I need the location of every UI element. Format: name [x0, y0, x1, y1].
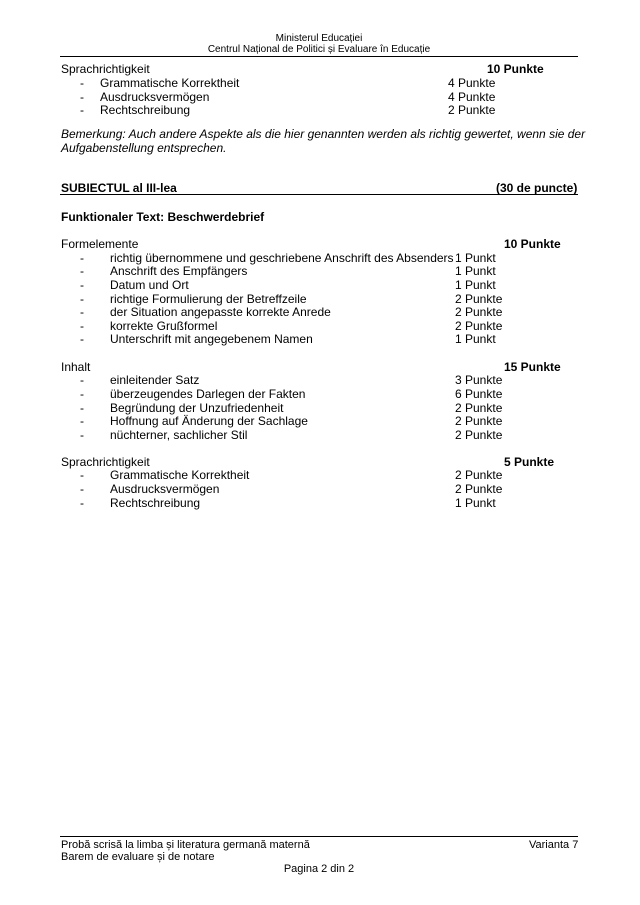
section-points: 10 Punkte: [504, 237, 561, 251]
bullet: -: [80, 76, 84, 90]
task-title: Funktionaler Text: Beschwerdebrief: [61, 210, 265, 224]
list-item-points: 2 Punkte: [455, 414, 503, 428]
bullet: -: [80, 251, 84, 265]
section-heading: Sprachrichtigkeit: [61, 455, 150, 469]
list-item-points: 3 Punkte: [455, 373, 503, 387]
subject-points: (30 de puncte): [496, 181, 578, 195]
bullet: -: [80, 319, 84, 333]
bullet: -: [80, 482, 84, 496]
list-item-label: überzeugendes Darlegen der Fakten: [110, 387, 306, 401]
section-points: 15 Punkte: [504, 360, 561, 374]
footer-exam-title: Probă scrisă la limba și literatura germană maternă: [61, 839, 310, 851]
list-item-label: einleitender Satz: [110, 373, 200, 387]
list-item-label: Unterschrift mit angegebenem Namen: [110, 332, 313, 346]
list-item-points: 6 Punkte: [455, 387, 503, 401]
bullet: -: [80, 278, 84, 292]
list-item-label: Ausdrucksvermögen: [100, 90, 210, 104]
subject-underline: [60, 194, 578, 195]
footer-divider: [60, 836, 578, 837]
bullet: -: [80, 468, 84, 482]
header-divider: [60, 56, 578, 57]
bullet: -: [80, 496, 84, 510]
list-item-label: Ausdrucksvermögen: [110, 482, 220, 496]
section-points: 5 Punkte: [504, 455, 555, 469]
bullet: -: [80, 103, 84, 117]
list-item-label: korrekte Grußformel: [110, 319, 218, 333]
bullet: -: [80, 292, 84, 306]
list-item-points: 4 Punkte: [448, 90, 496, 104]
list-item-label: Datum und Ort: [110, 278, 189, 292]
list-item-label: Anschrift des Empfängers: [110, 264, 248, 278]
list-item-points: 4 Punkte: [448, 76, 496, 90]
section-heading: Inhalt: [61, 360, 91, 374]
list-item-label: Grammatische Korrektheit: [110, 468, 250, 482]
list-item-label: Hoffnung auf Änderung der Sachlage: [110, 414, 308, 428]
list-item-label: richtig übernommene und geschriebene Anschrift des Absenders: [110, 251, 454, 265]
list-item-label: Rechtschreibung: [100, 103, 191, 117]
bullet: -: [80, 414, 84, 428]
bullet: -: [80, 90, 84, 104]
bullet: -: [80, 401, 84, 415]
list-item-points: 1 Punkt: [455, 278, 496, 292]
bullet: -: [80, 332, 84, 346]
header-ministry: Ministerul Educației: [275, 33, 363, 44]
list-item-points: 2 Punkte: [455, 292, 503, 306]
page-number: Pagina 2 din 2: [283, 863, 355, 875]
bullet: -: [80, 387, 84, 401]
section-heading: Sprachrichtigkeit: [61, 62, 150, 76]
footer-variant: Varianta 7: [529, 839, 579, 851]
subject-title: SUBIECTUL al III-lea: [61, 181, 177, 195]
list-item-points: 2 Punkte: [455, 319, 503, 333]
header-center: Centrul Național de Politici și Evaluare în Educație: [207, 44, 431, 55]
list-item-label: richtige Formulierung der Betreffzeile: [110, 292, 307, 306]
list-item-points: 2 Punkte: [455, 482, 503, 496]
bullet: -: [80, 264, 84, 278]
list-item-label: Grammatische Korrektheit: [100, 76, 240, 90]
list-item-label: nüchterner, sachlicher Stil: [110, 428, 248, 442]
list-item-points: 2 Punkte: [455, 305, 503, 319]
bullet: -: [80, 305, 84, 319]
list-item-label: Rechtschreibung: [110, 496, 201, 510]
list-item-points: 1 Punkt: [455, 264, 496, 278]
list-item-points: 2 Punkte: [448, 103, 496, 117]
bullet: -: [80, 428, 84, 442]
list-item-label: Begründung der Unzufriedenheit: [110, 401, 284, 415]
section-heading: Formelemente: [61, 237, 139, 251]
remark-line-1: Bemerkung: Auch andere Aspekte als die hier genannten werden als richtig gewertet, wenn sie der: [61, 127, 586, 141]
list-item-label: der Situation angepasste korrekte Anrede: [110, 305, 331, 319]
list-item-points: 2 Punkte: [455, 401, 503, 415]
list-item-points: 1 Punkt: [455, 332, 496, 346]
list-item-points: 2 Punkte: [455, 428, 503, 442]
list-item-points: 2 Punkte: [455, 468, 503, 482]
footer-subtitle: Barem de evaluare și de notare: [61, 851, 215, 863]
list-item-points: 1 Punkt: [455, 251, 496, 265]
remark-line-2: Aufgabenstellung entsprechen.: [61, 141, 227, 155]
section-points: 10 Punkte: [487, 62, 544, 76]
bullet: -: [80, 373, 84, 387]
list-item-points: 1 Punkt: [455, 496, 496, 510]
